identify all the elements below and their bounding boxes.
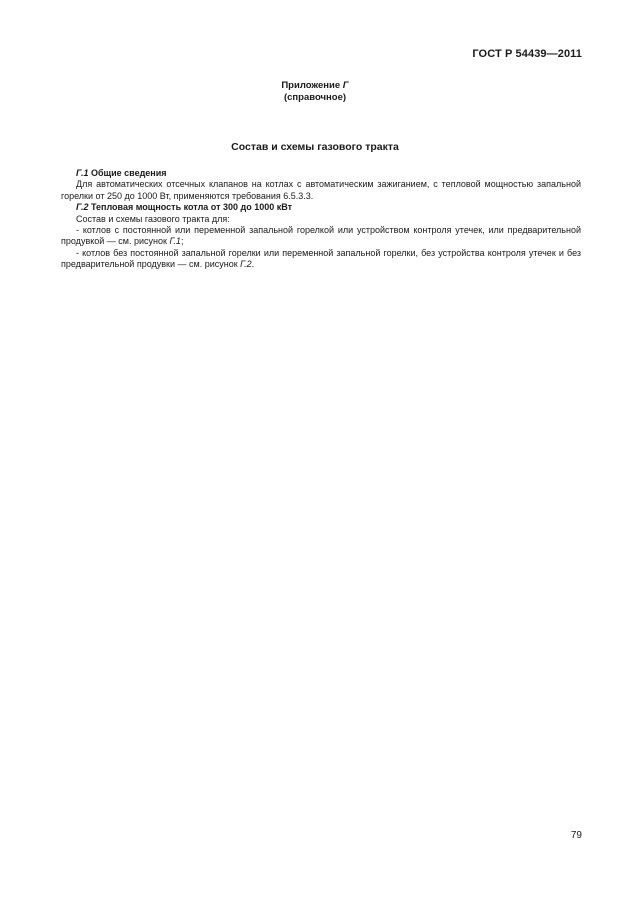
subsection-number-2: Г.2 [76, 202, 89, 213]
list-item-2-end: . [251, 259, 255, 270]
list-item-2-text: - котлов без постоянной запальной горелки или переменной запальной горелки, без устройства контроля утечек и без предварительной продувки — см. рисунок [61, 247, 581, 270]
paragraph-1: Для автоматических отсечных клапанов на котлах с автоматическим зажиганием, с тепловой мощностью запальной горелки от 250 до 1000 Вт, применяются требования 6.5.3.3. [61, 179, 581, 201]
subsection-title-2: Тепловая мощность котла от 300 до 1000 кВт [88, 202, 293, 213]
subsection-number-1: Г.1 [76, 168, 89, 178]
paragraph-2: Состав и схемы газового тракта для: [76, 213, 230, 224]
list-item-1-text: - котлов с постоянной или переменной запальной горелкой или устройством контроля утечек, или предварительной продувкой — см. рисунок [61, 225, 581, 247]
annex-letter: Г [342, 80, 349, 91]
figure-ref-2: Г.2 [240, 259, 252, 270]
annex-subtitle: (справочное) [283, 92, 347, 103]
document-body [61, 168, 581, 271]
subsection-heading-1 [61, 168, 581, 179]
section-title: Состав и схемы газового тракта [231, 141, 399, 153]
list-item-2 [61, 248, 581, 271]
list-item-1 [61, 225, 581, 248]
subsection-heading-2 [61, 202, 581, 213]
page-number: 79 [570, 830, 582, 841]
list-item-1-end: ; [180, 236, 184, 247]
subsection-title-1: Общие сведения [88, 168, 167, 178]
document-code: ГОСТ Р 54439—2011 [472, 48, 582, 60]
annex-heading [0, 80, 630, 104]
annex-title [0, 80, 630, 92]
annex-title-prefix: Приложение [281, 80, 343, 91]
figure-ref-1: Г.1 [169, 236, 181, 247]
